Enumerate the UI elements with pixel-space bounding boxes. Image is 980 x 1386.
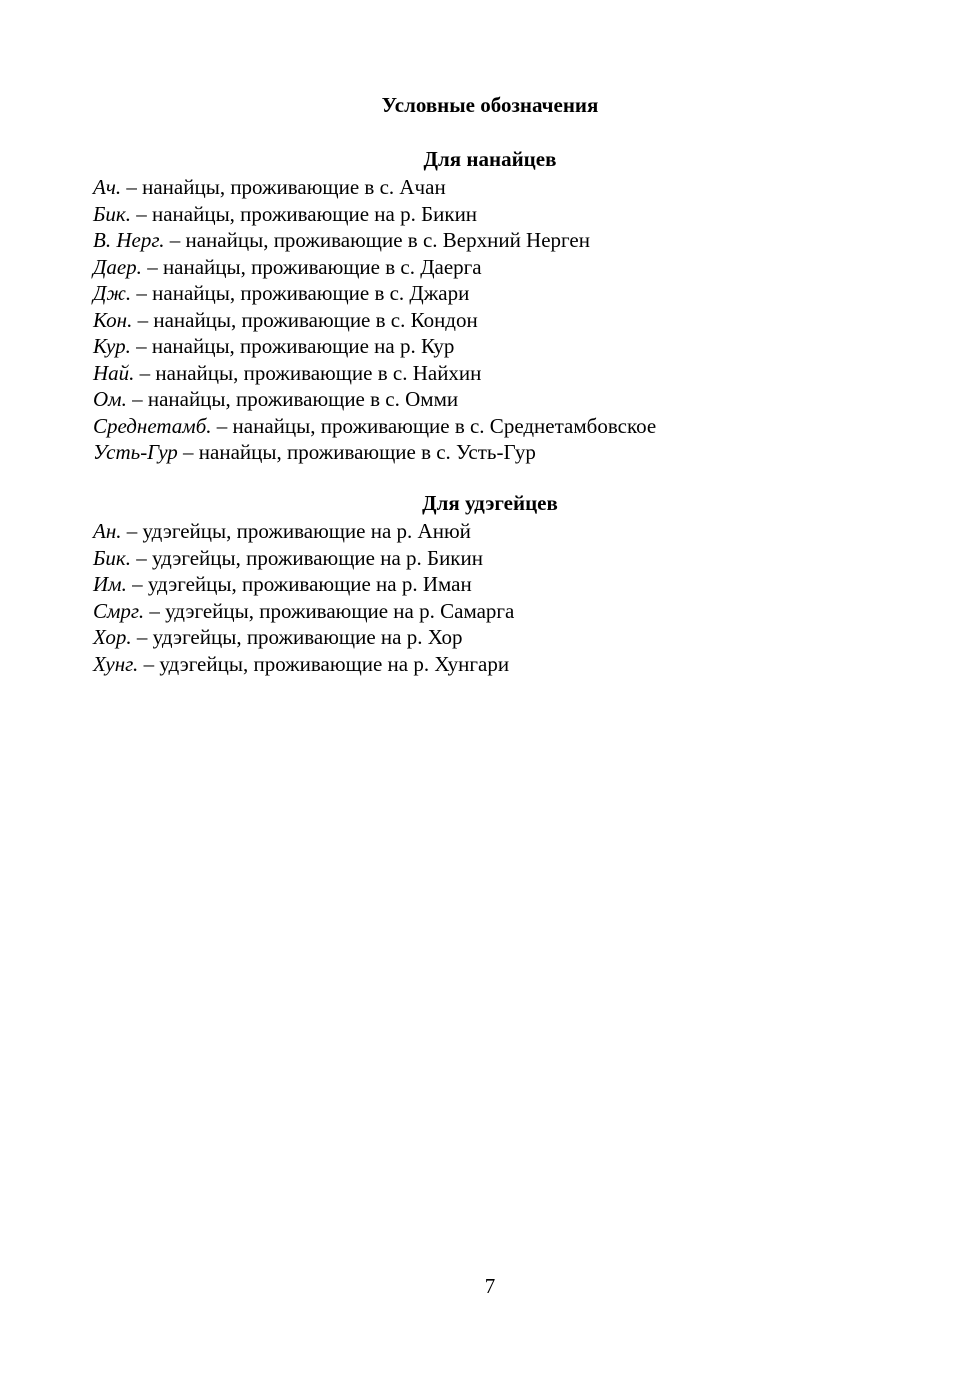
legend-abbreviation: Смрг. [93, 598, 145, 623]
page-title: Условные обозначения [381, 93, 599, 117]
legend-entry [93, 518, 514, 545]
legend-description: – нанайцы, проживающие в с. Найхин [134, 360, 482, 385]
legend-abbreviation: Им. [93, 572, 127, 596]
legend-entry [93, 571, 514, 598]
legend-description: – удэгейцы, проживающие на р. Хунгари [138, 651, 510, 676]
legend-abbreviation: В. Нерг. [93, 228, 165, 252]
legend-abbreviation: Усть-Гур [93, 440, 178, 464]
legend-description: – нанайцы, проживающие в с. Омми [126, 387, 459, 411]
legend-entry [93, 280, 656, 307]
legend-description: – нанайцы, проживающие в с. Верхний Нерген [164, 228, 590, 252]
legend-abbreviation: Кон. [93, 307, 133, 332]
legend-entry [93, 598, 514, 625]
legend-description: – нанайцы, проживающие в с. Среднетамбовское [211, 413, 657, 438]
legend-description: – удэгейцы, проживающие на р. Иман [126, 572, 472, 596]
legend-entry [93, 413, 656, 440]
legend-entry [93, 545, 514, 572]
legend-abbreviation: Хунг. [93, 651, 139, 676]
legend-abbreviation: Даер. [93, 254, 142, 279]
legend-abbreviation: Хор. [93, 625, 132, 649]
legend-abbreviation: Бик. [93, 201, 131, 226]
legend-abbreviation: Най. [93, 360, 135, 385]
legend-abbreviation: Дж. [93, 281, 132, 305]
legend-description: – удэгейцы, проживающие на р. Анюй [121, 519, 471, 543]
legend-description: – удэгейцы, проживающие на р. Хор [131, 625, 463, 649]
legend-list-udege [93, 518, 514, 677]
legend-description: – удэгейцы, проживающие на р. Бикин [130, 545, 483, 570]
legend-entry [93, 201, 656, 228]
legend-entry [93, 333, 656, 360]
legend-abbreviation: Ан. [93, 519, 122, 543]
legend-entry [93, 307, 656, 334]
legend-abbreviation: Ач. [93, 175, 122, 199]
section-heading-udege: Для удэгейцев [422, 491, 558, 515]
legend-description: – нанайцы, проживающие на р. Кур [130, 334, 455, 358]
legend-entry [93, 386, 656, 413]
legend-description: – нанайцы, проживающие в с. Даерга [141, 254, 482, 279]
legend-abbreviation: Бик. [93, 545, 131, 570]
legend-description: – нанайцы, проживающие в с. Усть-Гур [177, 440, 536, 464]
page-number: 7 [484, 1274, 496, 1298]
legend-entry [93, 227, 656, 254]
legend-abbreviation: Среднетамб. [93, 413, 212, 438]
legend-entry [93, 624, 514, 651]
legend-abbreviation: Ом. [93, 387, 127, 411]
legend-entry [93, 651, 514, 678]
legend-description: – нанайцы, проживающие в с. Кондон [132, 307, 478, 332]
legend-entry [93, 439, 656, 466]
legend-list-nanai [93, 174, 656, 466]
legend-description: – удэгейцы, проживающие на р. Самарга [144, 598, 515, 623]
section-heading-nanai: Для нанайцев [423, 147, 557, 171]
legend-entry [93, 174, 656, 201]
legend-description: – нанайцы, проживающие на р. Бикин [130, 201, 478, 226]
legend-entry [93, 360, 656, 387]
legend-entry [93, 254, 656, 281]
legend-description: – нанайцы, проживающие в с. Ачан [121, 175, 446, 199]
legend-abbreviation: Кур. [93, 334, 131, 358]
legend-description: – нанайцы, проживающие в с. Джари [131, 281, 470, 305]
